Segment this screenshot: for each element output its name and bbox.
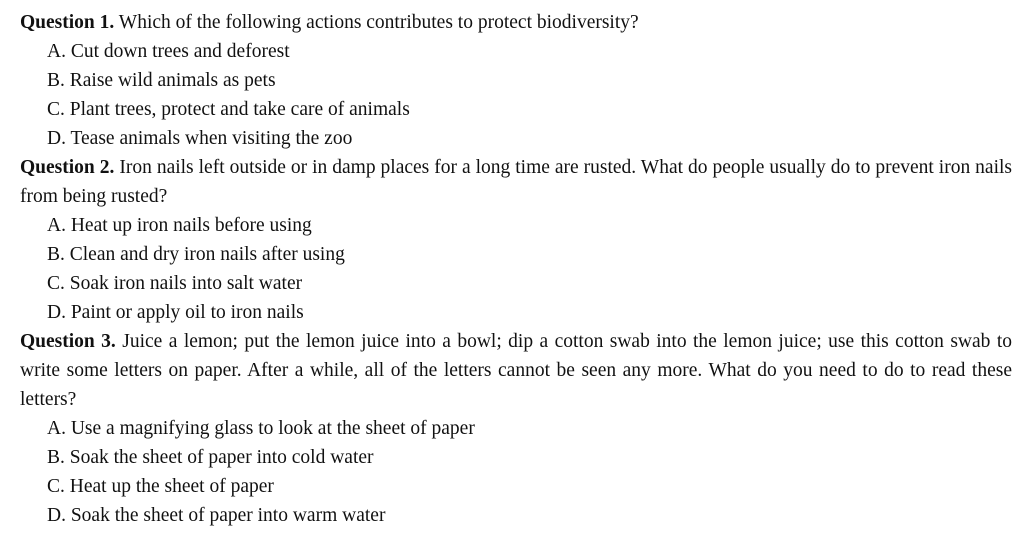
- question-2: [20, 153, 1012, 327]
- question-stem: [20, 8, 1012, 37]
- answer-option-d[interactable]: D. Soak the sheet of paper into warm water: [47, 505, 386, 526]
- question-stem: [20, 327, 1012, 414]
- question-1: [20, 8, 1012, 153]
- answer-option-d[interactable]: D. Tease animals when visiting the zoo: [47, 128, 353, 149]
- question-label: Question 1.: [20, 12, 115, 33]
- question-3: [20, 327, 1012, 530]
- answer-option-c[interactable]: C. Soak iron nails into salt water: [47, 273, 303, 294]
- question-stem: [20, 153, 1012, 211]
- answer-options: [20, 37, 1012, 153]
- question-label: Question 3.: [20, 331, 116, 352]
- answer-option-b[interactable]: B. Soak the sheet of paper into cold water: [47, 447, 374, 468]
- answer-option-a[interactable]: A. Use a magnifying glass to look at the sheet of paper: [47, 418, 475, 439]
- answer-option-c[interactable]: C. Plant trees, protect and take care of animals: [47, 99, 410, 120]
- answer-options: [20, 414, 1012, 530]
- answer-option-a[interactable]: A. Heat up iron nails before using: [47, 215, 312, 236]
- answer-option-d[interactable]: D. Paint or apply oil to iron nails: [47, 302, 304, 323]
- answer-option-b[interactable]: B. Clean and dry iron nails after using: [47, 244, 345, 265]
- question-label: Question 2.: [20, 157, 115, 178]
- question-text: Juice a lemon; put the lemon juice into a bowl; dip a cotton swab into the lemon juice; use this cotton swab to write some letters on paper. After a while, all of the letters cannot be seen any more. What do you need to do to read these letters?: [20, 331, 1013, 410]
- quiz-document: [20, 8, 1012, 530]
- answer-options: [20, 211, 1012, 327]
- answer-option-c[interactable]: C. Heat up the sheet of paper: [47, 476, 274, 497]
- question-text: Iron nails left outside or in damp places for a long time are rusted. What do people usually do to prevent iron nails from being rusted?: [20, 157, 1013, 207]
- question-text: Which of the following actions contributes to protect biodiversity?: [118, 12, 639, 33]
- answer-option-b[interactable]: B. Raise wild animals as pets: [47, 70, 276, 91]
- answer-option-a[interactable]: A. Cut down trees and deforest: [47, 41, 290, 62]
